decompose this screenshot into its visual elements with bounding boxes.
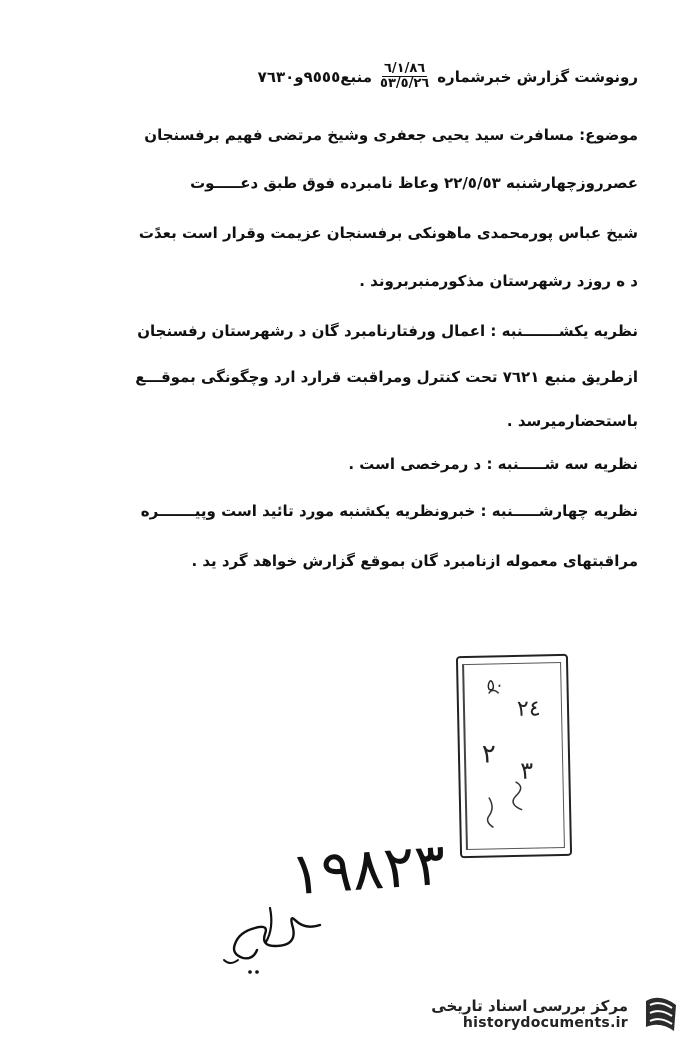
report-header-prefix: رونوشت گزارش خبرشماره [437, 67, 638, 86]
body-line: شیخ عباس پورمحمدی ماهونکی برفسنجان عزیمت وقرار است بعدًت [138, 224, 638, 242]
body-line: مراقبتهای معموله ازنامبرد گان بموقع گزارش خواهد گرد ید . [191, 552, 638, 570]
body-line: باستحضارمیرسد . [506, 412, 638, 430]
stamp-mark: ٢ [481, 739, 497, 770]
document-logo-icon [638, 991, 684, 1037]
opinion-wednesday-line: نظریه چهارشـــــنبه : خبرونظریه یکشنبه مورد تائید است وپیـــــــره [140, 502, 638, 520]
report-header [258, 62, 638, 91]
stamp-scribbles [458, 656, 570, 856]
archive-footer [431, 991, 684, 1037]
signature-scribble [210, 900, 330, 980]
report-number-top: ٦/١/٨٦ [384, 61, 426, 76]
body-line: ازطریق منبع ٧٦٢١ تحت کنترل ومراقبت قرارد ارد وچگونگی بموقـــع [135, 368, 638, 386]
opinion-tuesday-line: نظریه سه شـــــنبه : د رمرخصی است . [348, 455, 638, 473]
subject-line: موضوع: مسافرت سید یحیی جعفری وشیخ مرتضی فهیم برفسنجان [144, 126, 638, 144]
footer-url[interactable]: historydocuments.ir [462, 1015, 628, 1031]
report-source: منبع٩٥٥٥و٧٦٣٠ [257, 67, 373, 86]
body-line: عصرروزچهارشنبه ٢٢/٥/٥٣ وعاظ نامبرده فوق طبق دعـــــوت [190, 174, 638, 192]
report-number-fraction [380, 62, 429, 91]
handwritten-signature [210, 900, 330, 984]
stamp-mark: ٣ [520, 756, 534, 785]
footer-title: مرکز بررسی اسناد تاریخی [431, 997, 628, 1015]
report-number-bottom: ٥٣/٥/٢٦ [380, 76, 430, 91]
archive-stamp [456, 654, 572, 858]
opinion-sunday-line: نظریه یکشـــــــنبه : اعمال ورفتارنامبرد گان د رشهرستان رفسنجان [137, 322, 638, 340]
stamp-mark: ٥٠ [486, 675, 504, 695]
body-line: د ه روزد رشهرستان مذکورمنبربروند . [359, 272, 638, 290]
stamp-mark: ٢٤ [516, 696, 541, 722]
handwritten-number: ١٩٨٢٣ [287, 829, 448, 909]
footer-text [431, 997, 628, 1031]
